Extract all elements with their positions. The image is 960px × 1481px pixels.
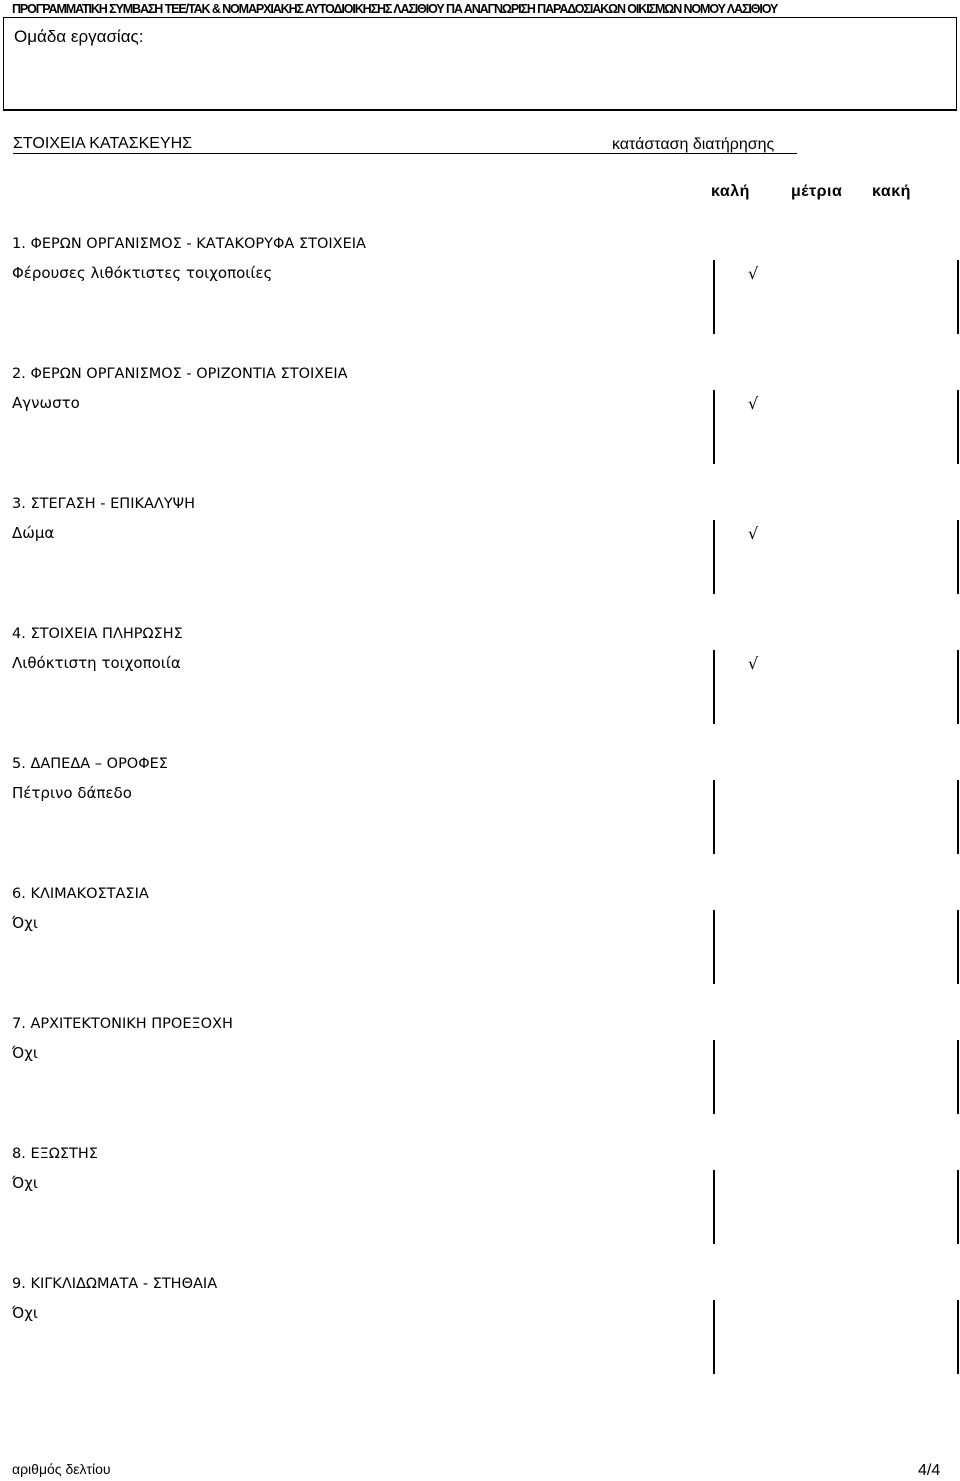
check-mark-icon[interactable]: √ (748, 524, 759, 543)
condition-box-left-border (713, 910, 715, 984)
document-header-title: ΠΡΟΓΡΑΜΜΑΤΙΚΗ ΣΥΜΒΑΣΗ ΤΕΕ/ΤΑΚ & ΝΟΜΑΡΧΙΑΚΗΣ ΑΥΤΟΔΙΟΙΚΗΣΗΣ ΛΑΣΙΘΙΟΥ ΠΑ ΑΝΑΓΝΩΡΙΣΗ ΠΑΡΑΔΟΣΙΑΚΩΝ ΟΙΚΙΣΜΩΝ ΝΟΜΟΥ ΛΑΣΙΘΙΟΥ (12, 2, 778, 16)
section-value: Λιθόκτιστη τοιχοποιία (12, 654, 181, 672)
condition-box-right-border (957, 1300, 959, 1374)
section-title: 2. ΦΕΡΩΝ ΟΡΓΑΝΙΣΜΟΣ - ΟΡΙΖΟΝΤΙΑ ΣΤΟΙΧΕΙΑ (12, 366, 348, 382)
construction-heading: ΣΤΟΙΧΕΙΑ ΚΑΤΑΣΚΕΥΗΣ (13, 135, 193, 152)
section-title: 6. ΚΛΙΜΑΚΟΣΤΑΣΙΑ (12, 886, 149, 902)
section-4 (0, 626, 960, 756)
section-title: 3. ΣΤΕΓΑΣΗ - ΕΠΙΚΑΛΥΨΗ (12, 496, 195, 512)
column-header-medium: μέτρια (791, 183, 843, 200)
section-7 (0, 1016, 960, 1146)
condition-box-right-border (957, 780, 959, 854)
condition-box-left-border (713, 780, 715, 854)
section-6 (0, 886, 960, 1016)
section-8 (0, 1146, 960, 1276)
condition-box-left-border (713, 1040, 715, 1114)
section-title: 7. ΑΡΧΙΤΕΚΤΟΝΙΚΗ ΠΡΟΕΞΟΧΗ (12, 1016, 233, 1032)
column-header-good: καλή (711, 183, 750, 200)
condition-box-left-border (713, 390, 715, 464)
section-title: 4. ΣΤΟΙΧΕΙΑ ΠΛΗΡΩΣΗΣ (12, 626, 183, 642)
section-9 (0, 1276, 960, 1406)
column-header-bad: κακή (872, 183, 911, 200)
condition-box-left-border (713, 650, 715, 724)
section-value: Πέτρινο δάπεδο (12, 784, 132, 802)
check-mark-icon[interactable]: √ (748, 264, 759, 283)
section-2 (0, 366, 960, 496)
section-value: Όχι (12, 1174, 38, 1192)
condition-box-right-border (957, 910, 959, 984)
section-value: Όχι (12, 1044, 38, 1062)
condition-box-right-border (957, 260, 959, 334)
section-title: 1. ΦΕΡΩΝ ΟΡΓΑΝΙΣΜΟΣ - ΚΑΤΑΚΟΡΥΦΑ ΣΤΟΙΧΕΙΑ (12, 236, 366, 252)
condition-heading: κατάσταση διατήρησης (612, 136, 775, 153)
condition-box-right-border (957, 520, 959, 594)
footer-sheet-number-label: αριθμός δελτίου (12, 1461, 111, 1477)
condition-box-right-border (957, 1170, 959, 1244)
section-title: 5. ΔΑΠΕΔΑ – ΟΡΟΦΕΣ (12, 756, 168, 772)
section-3 (0, 496, 960, 626)
condition-box-left-border (713, 520, 715, 594)
section-value: Φέρουσες λιθόκτιστες τοιχοποιίες (12, 264, 273, 282)
section-5 (0, 756, 960, 886)
footer-page-number: 4/4 (918, 1462, 941, 1479)
condition-box-left-border (713, 260, 715, 334)
check-mark-icon[interactable]: √ (748, 654, 759, 673)
condition-box-left-border (713, 1300, 715, 1374)
section-1 (0, 236, 960, 366)
section-value: Δώμα (12, 524, 55, 542)
section-value: Όχι (12, 914, 38, 932)
condition-box-right-border (957, 1040, 959, 1114)
team-box[interactable] (3, 17, 957, 111)
section-title: 8. ΕΞΩΣΤΗΣ (12, 1146, 98, 1162)
section-value: Όχι (12, 1304, 38, 1322)
section-title: 9. ΚΙΓΚΛΙΔΩΜΑΤΑ - ΣΤΗΘΑΙΑ (12, 1276, 218, 1292)
condition-box-right-border (957, 650, 959, 724)
check-mark-icon[interactable]: √ (748, 394, 759, 413)
condition-box-left-border (713, 1170, 715, 1244)
condition-box-right-border (957, 390, 959, 464)
section-value: Αγνωστο (12, 394, 80, 412)
team-label: Ομάδα εργασίας: (14, 27, 144, 46)
